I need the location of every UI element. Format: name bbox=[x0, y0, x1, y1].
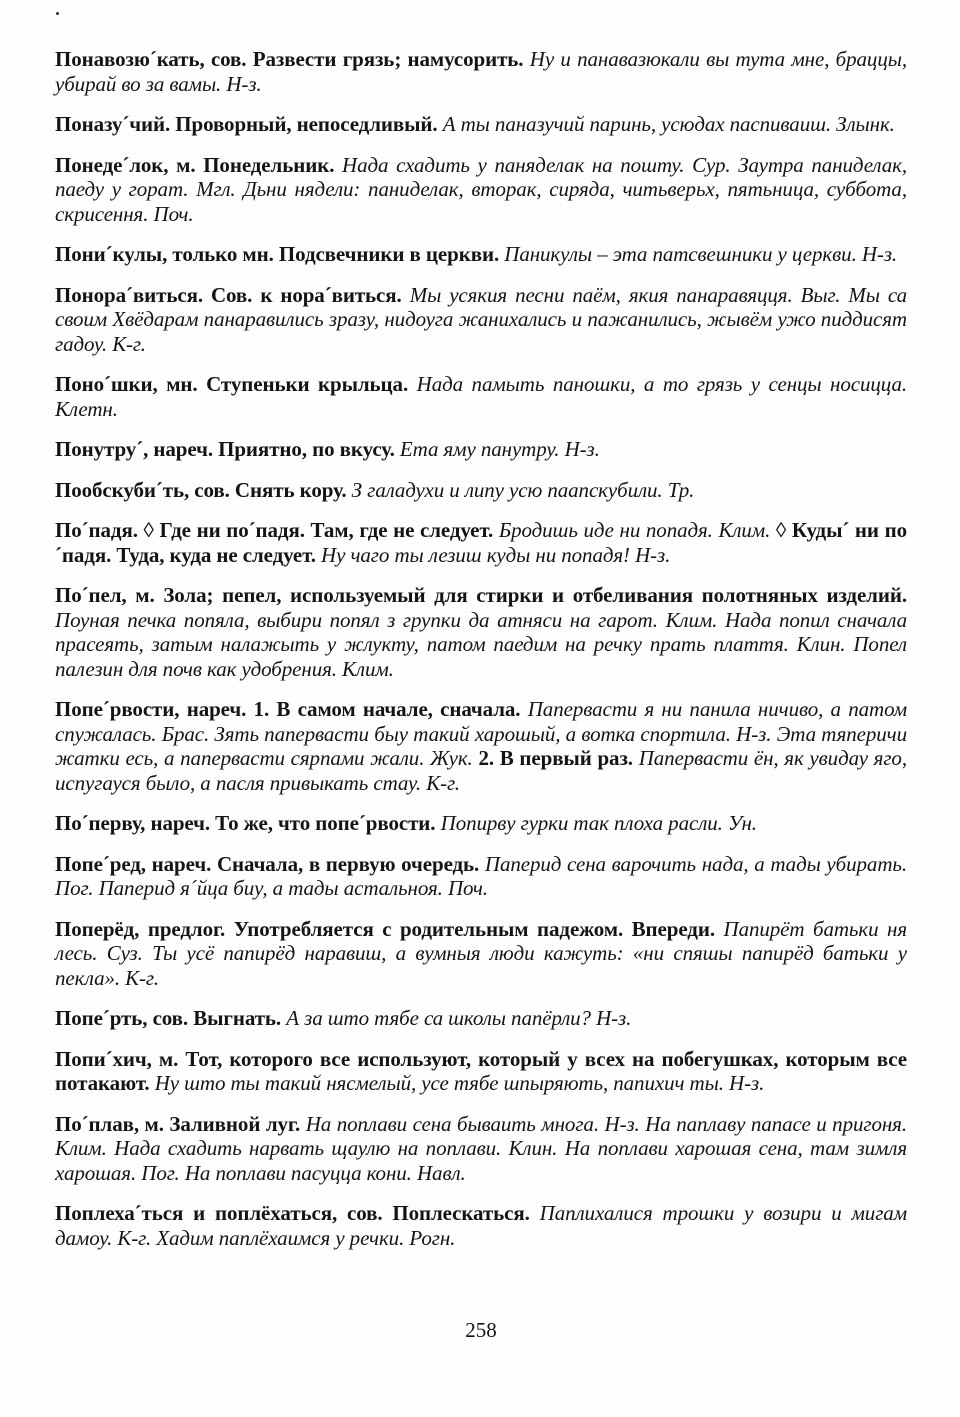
entry-segment-italic: Паникулы – эта патсвешники у церкви. Н-з. bbox=[504, 242, 898, 266]
entry-segment-bold: По´падя. ◊ Где ни по´падя. Там, где не следует. bbox=[55, 518, 499, 542]
scan-speck-dot bbox=[56, 12, 59, 15]
entry-segment-italic: Папирёт батьки ня лесь. Суз. Ты усё папирёд наравиш, а вумныя люди кажуть: «ни спяшы папирёд батьки у пекла». К-г. bbox=[55, 916, 907, 990]
entry-segment-italic: А за што тябе са школы папёрли? Н-з. bbox=[286, 1006, 632, 1030]
entry-segment-italic: Папервасти ён, як увидау яго, испугауся было, а пасля привыкать стау. К-г. bbox=[55, 746, 907, 795]
dictionary-entry bbox=[55, 518, 907, 567]
entry-segment-bold: Пони´кулы, только мн. Подсвечники в церкви. bbox=[55, 242, 505, 266]
dictionary-entry bbox=[55, 697, 907, 795]
page-number: 258 bbox=[465, 1318, 497, 1342]
page-footer bbox=[55, 1318, 907, 1343]
dictionary-entry bbox=[55, 437, 907, 462]
entry-segment-italic: Папервасти я ни панила ничиво, а патом спужалась. Брас. Зять папервасти быу такий харошый, а вотка спортила. Н-з. Эта тяперичи жатки есь, а папервасти сярпами жали. Жук. bbox=[55, 697, 907, 770]
dictionary-entry bbox=[55, 47, 907, 96]
entry-segment-bold: Понавозю´кать, сов. Развести грязь; намусорить. bbox=[55, 47, 530, 71]
dictionary-entry bbox=[55, 283, 907, 357]
entry-segment-italic: Паперид сена варочить нада, а тады убирать. Пог. Паперид я´йца биу, а тады астальноя. Поч. bbox=[55, 851, 907, 900]
dictionary-entry bbox=[55, 811, 907, 836]
entry-segment-italic: З галадухи и липу усю паапскубили. Тр. bbox=[351, 477, 695, 502]
entry-segment-italic: Ну што ты такий нясмелый, усе тябе шпыряють, папихич ты. Н-з. bbox=[154, 1071, 765, 1095]
entry-segment-bold: По´плав, м. Заливной луг. bbox=[55, 1111, 306, 1136]
entry-segment-bold: Поплеха´ться и поплёхаться, сов. Поплескаться. bbox=[55, 1201, 540, 1225]
entry-segment-italic: А ты паназучий паринь, усюдах паспиваиш. Злынк. bbox=[442, 112, 895, 136]
dictionary-entry bbox=[55, 852, 907, 901]
entry-segment-bold: По´перву, нареч. То же, что попе´рвости. bbox=[55, 811, 441, 835]
entry-segment-bold: Попи´хич, м. Тот, которого все используют, который у всех на побегушках, которым все потакают. bbox=[55, 1046, 907, 1095]
entry-segment-bold: 2. В первый раз. bbox=[478, 746, 639, 770]
entry-segment-bold: Поназу´чий. Проворный, непоседливый. bbox=[55, 112, 443, 136]
entries-container bbox=[55, 47, 907, 1266]
dictionary-entry bbox=[55, 112, 907, 137]
entry-segment-bold: Попе´рвости, нареч. 1. В самом начале, сначала. bbox=[55, 697, 528, 721]
entry-segment-bold: Поно´шки, мн. Ступеньки крыльца. bbox=[55, 372, 417, 396]
dictionary-entry bbox=[55, 1006, 907, 1031]
entry-segment-bold: Попе´рть, сов. Выгнать. bbox=[55, 1006, 287, 1030]
entry-segment-italic: Нада памыть паношки, а то грязь у сенцы носицца. Клетн. bbox=[55, 372, 908, 421]
entry-segment-italic: Нада схадить у паняделак на пошту. Сур. Заутра паниделак, паеду у горат. Мгл. Дьни нядели: паниделак, вторак, сиряда, читьверьх, пятьница, суббота, скрисення. Поч. bbox=[55, 152, 907, 226]
entry-segment-italic: Бродишь иде ни попадя. Клим. bbox=[498, 518, 776, 542]
dictionary-entry bbox=[55, 478, 907, 503]
entry-segment-bold: Понеде´лок, м. Понедельник. bbox=[55, 152, 343, 177]
entry-segment-bold: По´пел, м. Зола; пепел, используемый для стирки и отбеливания полотняных изделий. bbox=[55, 583, 907, 607]
entry-segment-bold: Понора´виться. Сов. к нора´виться. bbox=[55, 282, 410, 307]
entry-segment-italic: Поуная печка попяла, выбири попял з групки да атняси на гарот. Клим. Нада попил сначала прасеять, затым налажыть у жлукту, патом паедим на речку прать плаття. Клин. Попел палезин для почв как удобрения. Клим. bbox=[55, 607, 907, 681]
dictionary-entry bbox=[55, 372, 907, 421]
entry-segment-bold: Поперёд, предлог. Употребляется с родительным падежом. Впереди. bbox=[55, 916, 724, 941]
entry-segment-italic: На поплави сена бываить многа. Н-з. На паплаву папасе и пригоня. Клим. Нада схадить нарвать щаулю на поплави. Клин. На поплави харошая сена, там зимля харошая. Пог. На поплави пасуцца кони. Навл. bbox=[55, 1111, 907, 1185]
dictionary-entry bbox=[55, 1201, 907, 1250]
dictionary-entry bbox=[55, 153, 907, 227]
dictionary-entry bbox=[55, 1112, 907, 1186]
entry-segment-italic: Ета яму панутру. Н-з. bbox=[399, 437, 600, 461]
dictionary-entry bbox=[55, 917, 907, 991]
entry-segment-italic: Ну чаго ты лезиш куды ни попадя! Н-з. bbox=[321, 542, 671, 567]
entry-segment-bold: Понутру´, нареч. Приятно, по вкусу. bbox=[55, 437, 400, 461]
entry-segment-italic: Ну и панавазюкали вы тута мне, браццы, убирай во за вамы. Н-з. bbox=[55, 47, 907, 96]
entry-segment-bold: ◊ Куды´ ни по´падя. Туда, куда не следует. bbox=[55, 518, 907, 567]
dictionary-entry bbox=[55, 1047, 907, 1096]
dictionary-entry bbox=[55, 242, 907, 267]
entry-segment-italic: Попирву гурки так плоха расли. Ун. bbox=[440, 811, 757, 835]
entry-segment-italic: Паплихалися трошки у возири и мигам дамоу. К-г. Хадим паплёхаимся у речки. Рогн. bbox=[55, 1201, 907, 1250]
entry-segment-italic: Мы усякия песни паём, якия панаравяцця. Выг. Мы са своим Хвёдарам панаравились зразу, нидоуга жанихались и пажанились, жывём ужо пиддисят гадоу. К-г. bbox=[55, 282, 907, 356]
dictionary-entry bbox=[55, 583, 907, 681]
entry-segment-bold: Пообскуби´ть, сов. Снять кору. bbox=[55, 477, 352, 502]
entry-segment-bold: Попе´ред, нареч. Сначала, в первую очередь. bbox=[55, 851, 485, 876]
